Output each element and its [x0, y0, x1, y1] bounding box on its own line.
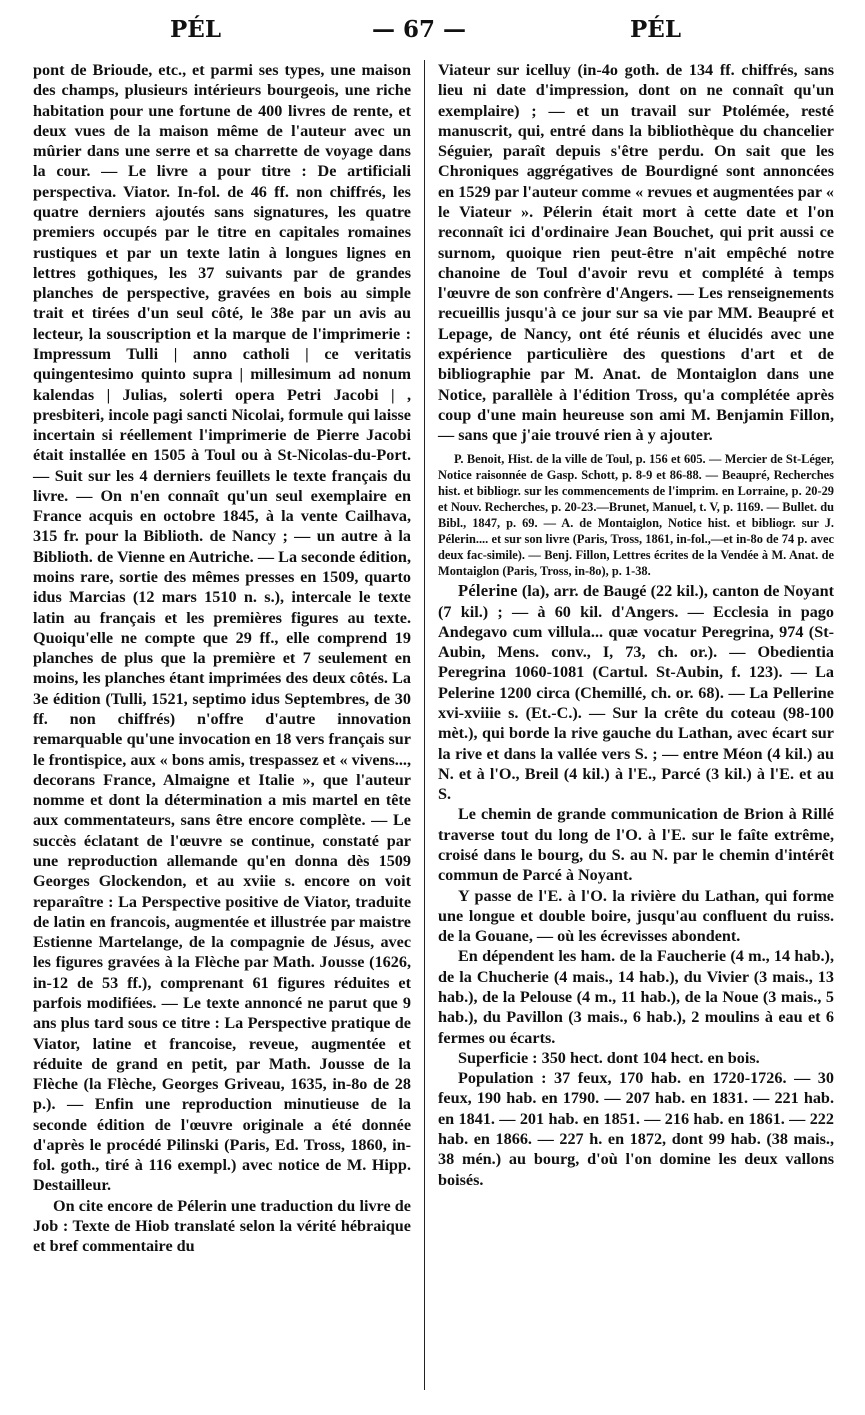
running-head-right: PÉL — [630, 16, 681, 43]
road-paragraph: Le chemin de grande communication de Brion à Rillé traverse tout du long de l'O. à l'E. sur le faîte extrême, croisé dans le bourg, du S. au N. par le chemin d'intérêt commun de Parcé à Noyant. — [438, 805, 834, 885]
entry-text: (la), arr. de Baugé (22 kil.), canton de Noyant (7 kil.) ; — à 60 kil. d'Angers. — Ecclesia in pago Andegavo cum villula... quæ vocatur Peregrina, 974 (St-Aubin, Mens. conv., I, 73, ch. or.). — Obedientia Peregrina 1060-1081 (Cartul. St-Aubin, f. 123). — La Pelerine 1200 circa (Chemillé, ch. or. 68). — La Pellerine xvi-xviiie s. (Et.-C.). — Sur la crête du coteau (98-100 mèt.), qui borde la rive gauche du Lathan, avec écart sur la rive et dans la vallée vers S. ; — entre Méon (4 kil.) au N. et à l'O., Breil (4 kil.) à l'E., Parcé (3 kil.) à l'E. et au S. — [438, 582, 835, 804]
right-column — [438, 60, 834, 1190]
page-number: — 67 — — [372, 16, 467, 43]
job-translation-paragraph: On cite encore de Pélerin une traduction du livre de Job : Texte de Hiob translaté selon la vérité hébraique et bref commentaire du — [33, 1196, 411, 1256]
hamlets-paragraph: En dépendent les ham. de la Faucherie (4 m., 14 hab.), de la Chucherie (4 mais., 14 hab.), du Vivier (3 mais., 13 hab.), de la Pelouse (4 m., 11 hab.), de la Noue (3 mais., 5 hab.), du Pavillon (3 mais., 6 hab.), 2 moulins à eau et 6 fermes ou écarts. — [438, 947, 834, 1047]
river-paragraph: Y passe de l'E. à l'O. la rivière du Lathan, qui forme une longue et double boire, jusqu'au confluent du ruiss. de la Gouane, — où les écrevisses abondent. — [438, 886, 834, 946]
running-head-left: PÉL — [170, 16, 221, 43]
bibliography-text: P. Benoit, Hist. de la ville de Toul, p. 156 et 605. — Mercier de St-Léger, Notice raisonnée de Gasp. Schott, p. 8-9 et 86-88. — Beaupré, Recherches hist. et bibliogr. sur les commencements de l'imprim. en Lorraine, p. 20-29 et Nouv. Recherches, p. 20-23.—Brunet, Manuel, t. V, p. 1169. — Bullet. du Bibl., 1847, p. 69. — A. de Montaiglon, Notice hist. et bibliogr. sur J. Pélerin.... et sur son livre (Paris, Tross, 1861, in-fol.,—et in-8o de 74 p. avec deux fac-simile). — Benj. Fillon, Lettres écrites de la Vendée à M. Anat. de Montaiglon (Paris, Tross, in-8o), p. 1-38. — [438, 452, 834, 579]
viator-continuation-paragraph: Viateur sur icelluy (in-4o goth. de 134 ff. chiffrés, sans lieu ni date d'impression, dont on ne connaît qu'un exemplaire) ; — et un travail sur Ptolémée, resté manuscrit, qui, entré dans la bibliothèque du chancelier Séguier, paraît depuis s'être perdu. On sait que les Chroniques aggrégatives de Bourdigné sont annoncées en 1529 par l'auteur comme « revues et augmentées par « le Viateur ». Pélerin était mort à cette date et l'on reconnaît ici d'ordinaire Jean Bouchet, qui prit aussi ce surnom, quoique rien peut-être n'ait empêché notre chanoine de Toul d'avoir revu et complété à temps l'œuvre de son confrère d'Angers. — Les renseignements recueillis jusqu'à ce jour sur sa vie par MM. Beaupré et Lepage, de Nancy, ont été réunis et élucidés avec une expérience particulière des questions d'art et de bibliographie par M. Anat. de Montaiglon dans une Notice, parallèle à l'édition Tross, qu'a complétée après coup d'une main heureuse son ami M. Benjamin Fillon, — sans que j'aie trouvé rien à y ajouter. — [438, 61, 834, 445]
column-divider — [424, 60, 425, 1390]
population-paragraph: Population : 37 feux, 170 hab. en 1720-1726. — 30 feux, 190 hab. en 1790. — 207 hab. en 1831. — 221 hab. en 1841. — 201 hab. en 1851. — 216 hab. en 1861. — 222 hab. en 1866. — 227 h. en 1872, dont 99 hab. (38 mais., 38 mén.) au bourg, d'où l'on domine les deux vallons boisés. — [438, 1069, 834, 1189]
area-paragraph: Superficie : 350 hect. dont 104 hect. en bois. — [458, 1048, 760, 1067]
pelerine-entry — [438, 581, 834, 804]
page-header — [0, 8, 865, 52]
left-column — [33, 60, 411, 1257]
bibliography-notes — [438, 451, 834, 579]
entry-headword: Pélerine — [458, 581, 518, 601]
viator-description-paragraph: pont de Brioude, etc., et parmi ses types, une maison des champs, plusieurs intérieurs bourgeois, une riche habitation pour une fortune de 400 livres de rente, et deux vues de la maison même de l'auteur avec un mûrier dans une serre et sa charrette de voyage dans la cour. — Le livre a pour titre : De artificiali perspectiva. Viator. In-fol. de 46 ff. non chiffrés, les quatre derniers ajoutés sans signatures, les quatre premiers occupés par le titre en capitales romaines rustiques et par un texte latin à longues lignes en lettres gothiques, les 37 suivants par de grandes planches de perspective, gravées en bois au simple trait et tirées d'un seul côté, le 38e par un avis au lecteur, la souscription et la marque de l'imprimerie : Impressum Tulli | anno catholi | ce veritatis quingentesimo quinto supra | millesimum ad nonum kalendas | Julias, solerti opera Petri Jacobi | , presbiteri, incole pagi sancti Nicolai, formule qui laisse incertain si réellement l'imprimerie de Pierre Jacobi était installée en 1505 à Toul ou à St-Nicolas-du-Port. — Suit sur les 4 derniers feuillets le texte français du livre. — On n'en connaît qu'un seul exemplaire en France acquis en octobre 1845, à la vente Cailhava, 315 fr. pour la Biblioth. de Nancy ; — un autre à la Biblioth. de Vienne en Autriche. — La seconde édition, moins rare, sortie des mêmes presses en 1509, quarto idus Marcias (12 mars 1510 n. s.), intercale le texte latin au français et les premières figures au texte. Quoiqu'elle ne compte que 29 ff., elle comprend 19 planches de plus que la première et 7 seulement en moins, les planches étant imprimées des deux côtés. La 3e édition (Tulli, 1521, septimo idus Septembres, de 30 ff. non chiffrés) n'offre d'autre innovation remarquable qu'une invocation en 18 vers français sur le frontispice, aux « bons amis, trespassez et « vivens..., decorans France, Almaigne et Italie », que l'auteur nomme et dont la détermination a mis martel en tête aux commentateurs, sans être encore complète. — Le succès éclatant de l'œuvre se continue, constaté par une reproduction allemande qu'en donna dès 1509 Georges Glockendon, et au xviie s. encore on voit reparaître : La Perspective positive de Viator, traduite de latin en francois, augmentée et illustrée par maistre Estienne Martelange, de la compagnie de Jésus, avec les figures gravées à la Flèche par Math. Jousse (1626, in-12 de 53 ff.), comprenant 61 figures réduites et parfois modifiées. — Le texte annoncé ne parut que 9 ans plus tard sous ce titre : La Perspective pratique de Viator, latine et francoise, reveue, augmentée et réduite de grand en petit, par Math. Jousse de la Flèche (la Flèche, Georges Griveau, 1635, in-8o de 28 p.). — Enfin une reproduction minutieuse de la seconde édition de l'œuvre originale a été donnée d'après le procédé Pilinski (Paris, Ed. Tross, 1860, in-fol. goth., tiré à 116 exempl.) avec notice de M. Hipp. Destailleur. — [33, 61, 411, 1195]
